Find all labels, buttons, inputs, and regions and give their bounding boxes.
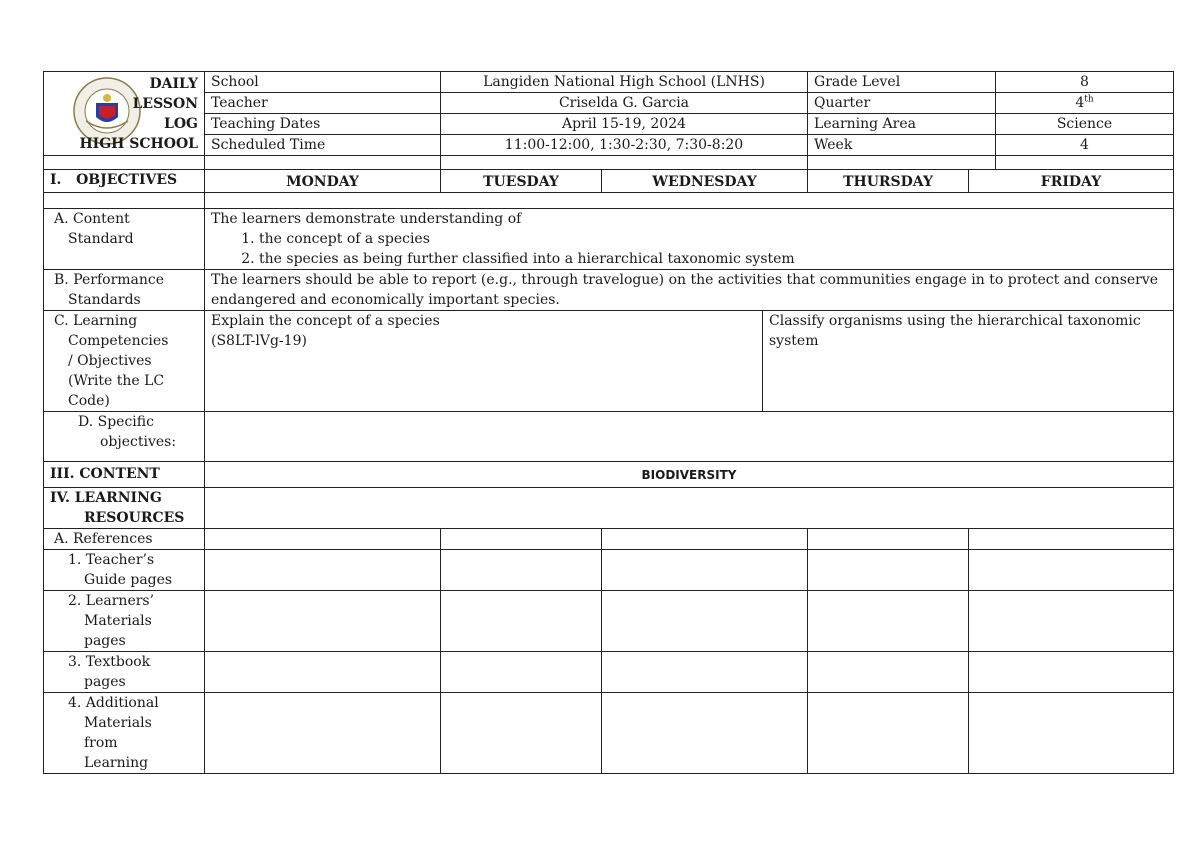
- header-row-dates: [44, 114, 1174, 135]
- learning-resources-line2: RESOURCES: [84, 510, 185, 526]
- content-label: III. CONTENT: [44, 462, 205, 488]
- objectives-heading: [44, 170, 205, 193]
- day-monday: MONDAY: [205, 170, 441, 193]
- competencies-label-line: C. Learning: [54, 313, 138, 329]
- competencies-label-line: / Objectives: [68, 353, 152, 369]
- content-standard-label-line2: Standard: [68, 231, 134, 247]
- reference-row-textbook: [44, 652, 1174, 693]
- content-standard-list: [211, 229, 1167, 269]
- specific-objectives-label: [44, 412, 205, 462]
- logo-title-cell: [44, 72, 205, 156]
- learning-resources-value: [205, 488, 1174, 529]
- performance-label-line2: Standards: [68, 292, 141, 308]
- teaching-dates-value: April 15-19, 2024: [441, 114, 808, 135]
- learning-resources-row: [44, 488, 1174, 529]
- grade-level-label: Grade Level: [808, 72, 996, 93]
- spacer-row: [44, 156, 1174, 170]
- content-standard-row: [44, 209, 1174, 270]
- content-standard-label: [44, 209, 205, 270]
- day-thursday: THURSDAY: [808, 170, 969, 193]
- reference-row-learners-materials: [44, 591, 1174, 652]
- grade-level-value: 8: [996, 72, 1174, 93]
- objectives-number: I.: [50, 172, 62, 188]
- competencies-label: [44, 311, 205, 412]
- competencies-label-line: Competencies: [68, 333, 169, 349]
- title-lesson: LESSON: [132, 96, 198, 112]
- content-standard-item: 2. the species as being further classified into a hierarchical taxonomic system: [259, 249, 1167, 269]
- specific-label-line2: objectives:: [100, 434, 177, 450]
- header-row-teacher: [44, 93, 1174, 114]
- competency-right-text: Classify organisms using the hierarchical taxonomic system: [763, 311, 1174, 412]
- content-row: [44, 462, 1174, 488]
- reference-row-teachers-guide: [44, 550, 1174, 591]
- content-standard-intro: The learners demonstrate understanding of: [211, 211, 522, 227]
- teaching-dates-label: Teaching Dates: [205, 114, 441, 135]
- day-friday: FRIDAY: [969, 170, 1174, 193]
- content-standard-item: 1. the concept of a species: [259, 229, 1167, 249]
- scheduled-time-label: Scheduled Time: [205, 135, 441, 156]
- specific-label-line1: D. Specific: [78, 414, 154, 430]
- learners-materials-label: [44, 591, 205, 652]
- competency-left-code: (S8LT-lVg-19): [211, 333, 307, 349]
- header-row-school: [44, 72, 1174, 93]
- quarter-value: [996, 93, 1174, 114]
- performance-label-line1: B. Performance: [54, 272, 165, 288]
- reference-label-line: 2. Learners’: [68, 593, 155, 609]
- learning-area-value: Science: [996, 114, 1174, 135]
- performance-standards-label: [44, 270, 205, 311]
- reference-label-line: Learning: [84, 755, 149, 771]
- objectives-title: OBJECTIVES: [76, 172, 178, 188]
- title-log: LOG: [164, 116, 198, 132]
- day-tuesday: TUESDAY: [441, 170, 602, 193]
- reference-label-line: Materials: [84, 613, 152, 629]
- teacher-value: Criselda G. Garcia: [441, 93, 808, 114]
- performance-standards-value: The learners should be able to report (e.g., through travelogue) on the activities that communities engage in to protect and conserve endangered and economically important species.: [205, 270, 1174, 311]
- reference-label-line: 3. Textbook: [68, 654, 151, 670]
- quarter-label: Quarter: [808, 93, 996, 114]
- reference-label-line: 4. Additional: [68, 695, 159, 711]
- title-daily: DAILY: [149, 76, 198, 92]
- reference-row-additional-materials: [44, 693, 1174, 774]
- quarter-number: 4: [1075, 95, 1085, 111]
- competencies-label-line: Code): [68, 393, 110, 409]
- teacher-label: Teacher: [205, 93, 441, 114]
- additional-materials-label: [44, 693, 205, 774]
- learning-resources-line1: IV. LEARNING: [50, 490, 162, 506]
- reference-label-line: pages: [84, 674, 126, 690]
- content-value: BIODIVERSITY: [205, 462, 1174, 488]
- objectives-spacer-row: [44, 193, 1174, 209]
- objectives-header-row: [44, 170, 1174, 193]
- learning-area-label: Learning Area: [808, 114, 996, 135]
- reference-label-line: from: [84, 735, 118, 751]
- week-label: Week: [808, 135, 996, 156]
- reference-label-line: pages: [84, 633, 126, 649]
- learning-resources-label: [44, 488, 205, 529]
- references-row: [44, 529, 1174, 550]
- textbook-pages-label: [44, 652, 205, 693]
- daily-lesson-log: [43, 71, 1173, 774]
- title-high-school: HIGH SCHOOL: [79, 136, 198, 152]
- content-standard-label-line1: A. Content: [54, 211, 130, 227]
- reference-label-line: Materials: [84, 715, 152, 731]
- school-value: Langiden National High School (LNHS): [441, 72, 808, 93]
- specific-objectives-row: [44, 412, 1174, 462]
- scheduled-time-value: 11:00-12:00, 1:30-2:30, 7:30-8:20: [441, 135, 808, 156]
- competency-left-text: Explain the concept of a species: [211, 313, 440, 329]
- competency-left: [205, 311, 763, 412]
- header-row-time: [44, 135, 1174, 156]
- reference-label-line: Guide pages: [84, 572, 173, 588]
- day-wednesday: WEDNESDAY: [602, 170, 808, 193]
- content-standard-value: [205, 209, 1174, 270]
- school-label: School: [205, 72, 441, 93]
- lesson-log-table: [43, 71, 1174, 774]
- competencies-row: [44, 311, 1174, 412]
- specific-objectives-value: [205, 412, 1174, 462]
- quarter-suffix: th: [1084, 94, 1094, 105]
- week-value: 4: [996, 135, 1174, 156]
- document-title: [79, 74, 198, 154]
- competencies-label-line: (Write the LC: [68, 373, 165, 389]
- performance-standards-row: [44, 270, 1174, 311]
- reference-label-line: 1. Teacher’s: [68, 552, 155, 568]
- teachers-guide-label: [44, 550, 205, 591]
- references-label: A. References: [44, 529, 205, 550]
